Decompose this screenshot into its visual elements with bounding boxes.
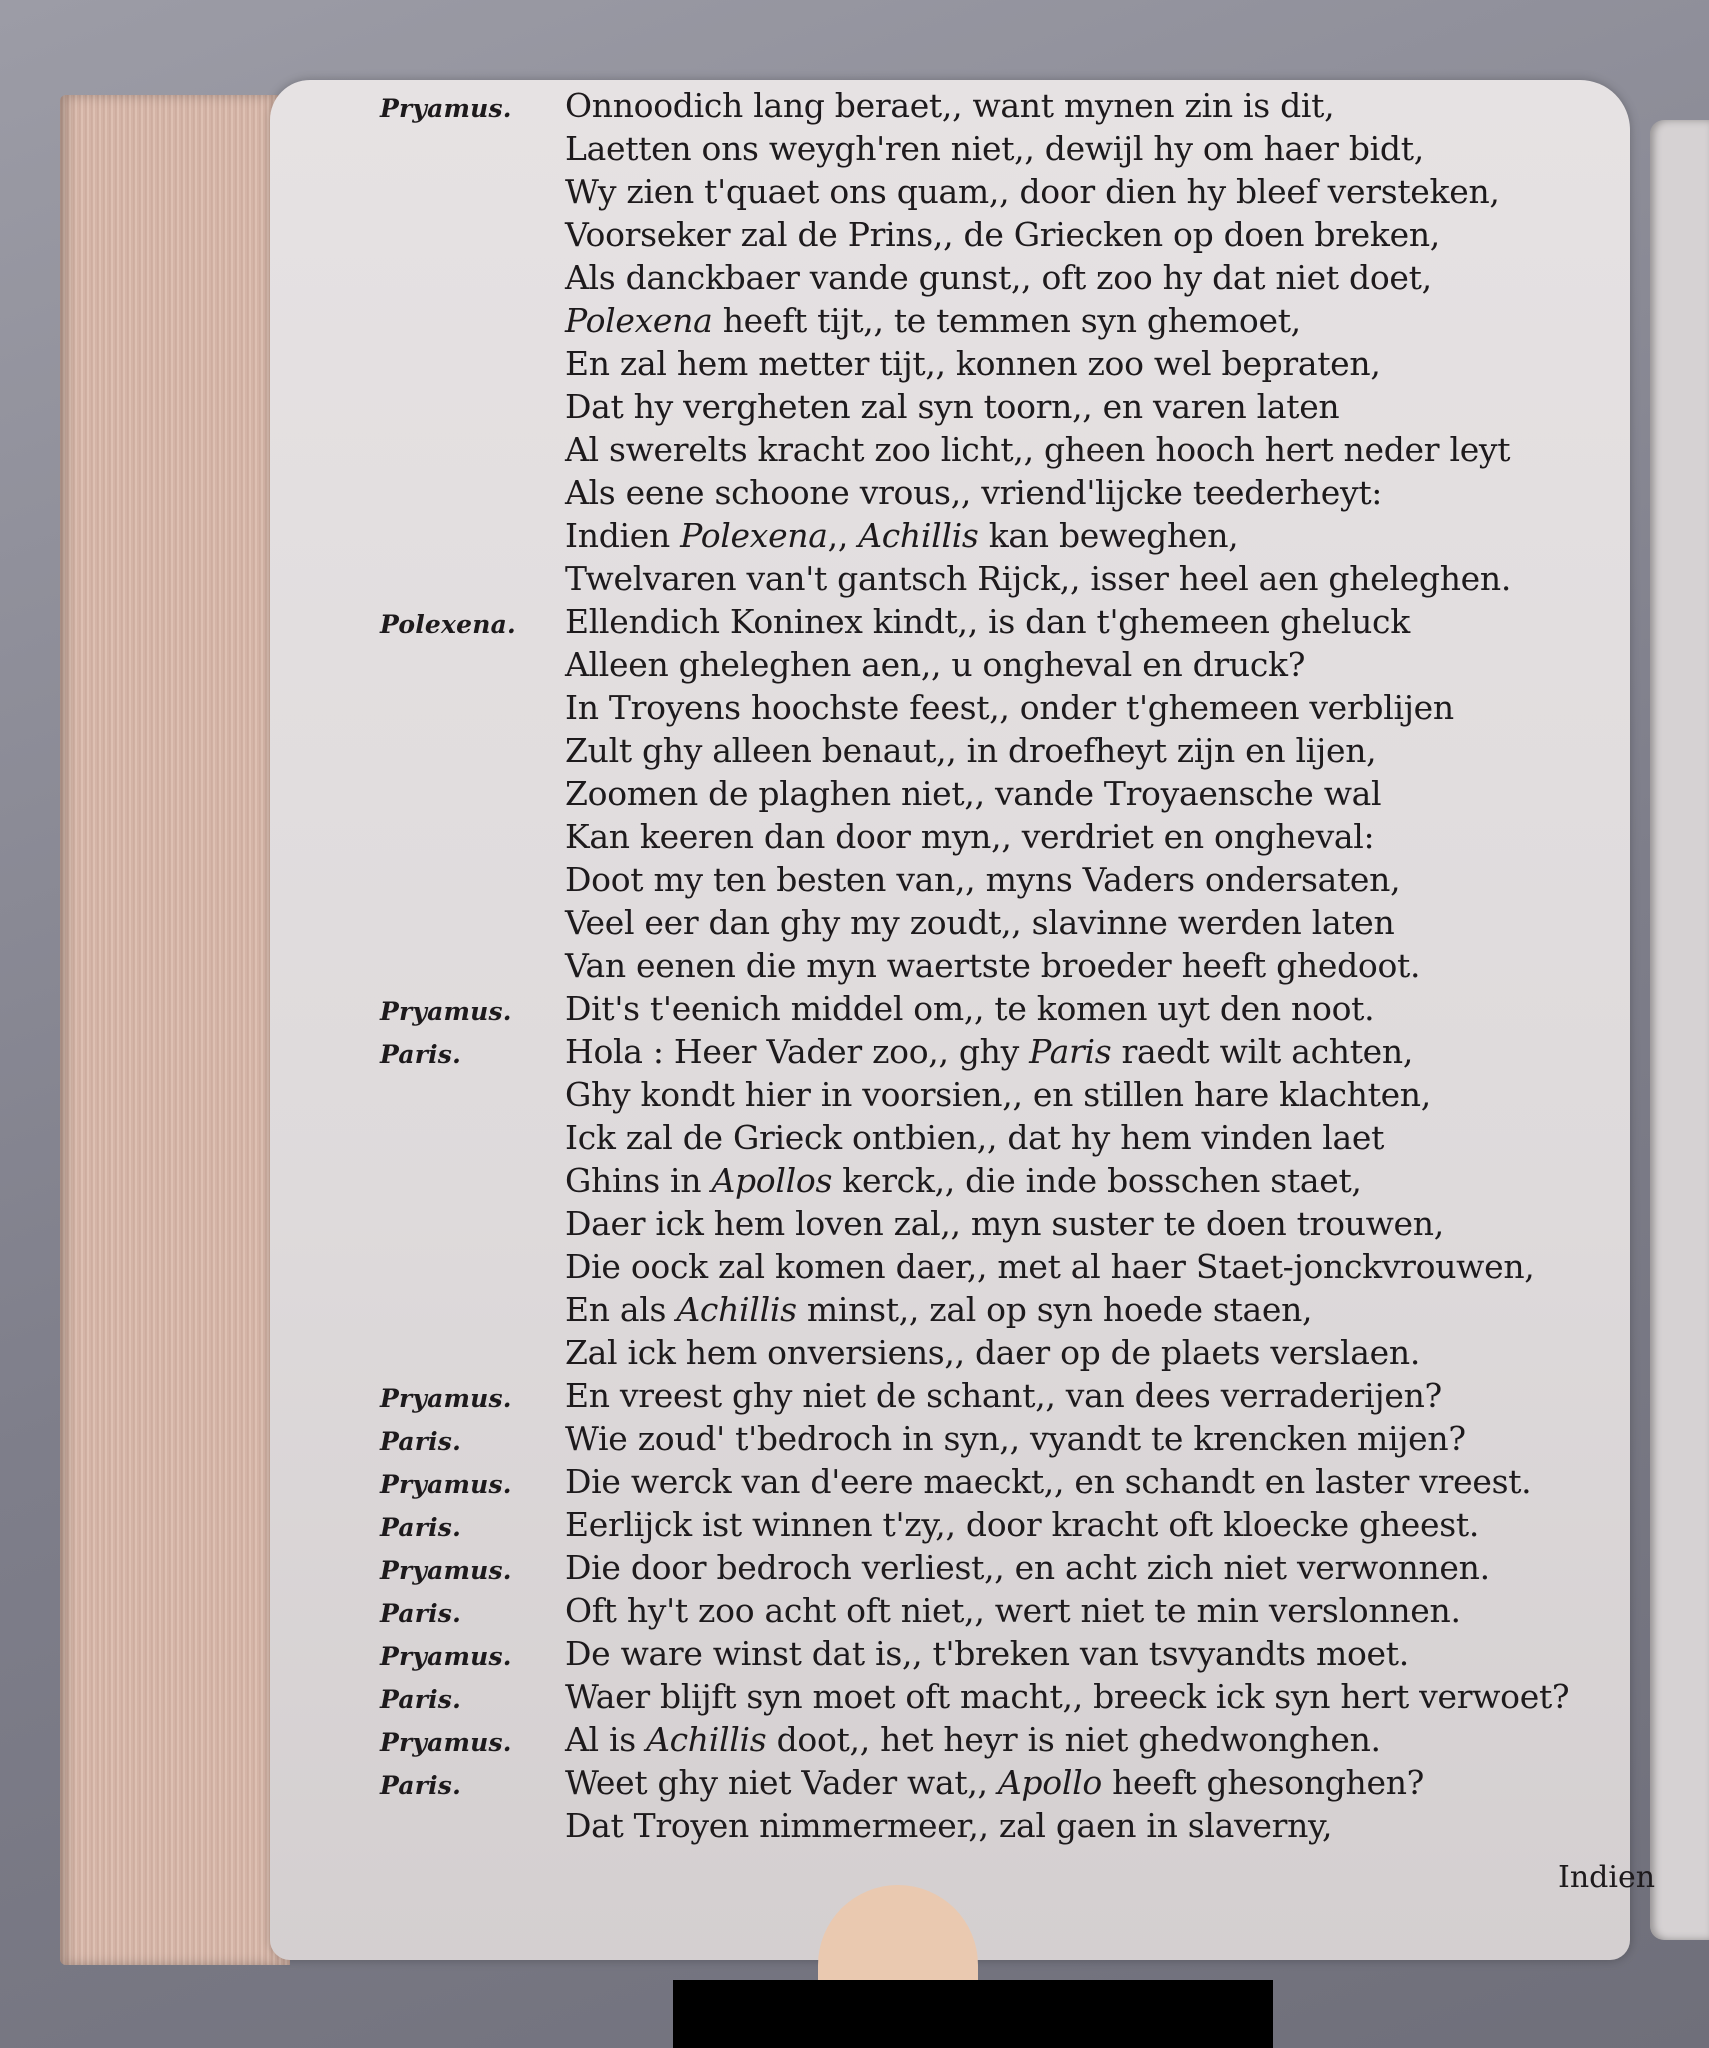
verse-segment: Kan keeren dan door myn,, verdriet en ongheval: — [565, 817, 1375, 856]
verse-segment: De ware winst dat is,, t'breken van tsvyandts moet. — [565, 1634, 1409, 1673]
verse-line — [380, 1032, 1640, 1075]
verse-text — [565, 1806, 1332, 1845]
verse-segment: Zoomen de plaghen niet,, vande Troyaensche wal — [565, 774, 1382, 813]
speaker-label: Pryamus. — [380, 1728, 512, 1757]
italic-name: Achillis — [646, 1720, 767, 1759]
facing-page-edge — [1650, 120, 1709, 1940]
italic-name: Polexena — [680, 516, 828, 555]
verse-text — [565, 172, 1500, 211]
verse-segment: Wy zien t'quaet ons quam,, door dien hy bleef versteken, — [565, 172, 1500, 211]
verse-text — [565, 903, 1394, 942]
verse-line — [380, 172, 1640, 215]
verse-line — [380, 1419, 1640, 1462]
verse-line — [380, 602, 1640, 645]
verse-line — [380, 258, 1640, 301]
verse-segment: kan beweghen, — [978, 516, 1239, 555]
verse-text — [565, 516, 1238, 555]
verse-text — [565, 860, 1400, 899]
verse-line — [380, 473, 1640, 516]
verse-segment: Dit's t'eenich middel om,, te komen uyt den noot. — [565, 989, 1375, 1028]
catchword: Indien — [1558, 1860, 1656, 1895]
verse-text — [565, 1720, 1381, 1759]
italic-name: Achillis — [676, 1290, 797, 1329]
speaker-label: Paris. — [380, 1040, 461, 1069]
verse-text — [565, 1290, 1312, 1329]
verse-text — [565, 1462, 1531, 1501]
play-text — [380, 86, 1640, 1849]
verse-line — [380, 903, 1640, 946]
verse-segment: Die werck van d'eere maeckt,, en schandt en laster vreest. — [565, 1462, 1532, 1501]
speaker-label: Paris. — [380, 1771, 461, 1800]
verse-line — [380, 946, 1640, 989]
black-bar — [673, 1980, 1273, 2048]
verse-line — [380, 1204, 1640, 1247]
verse-text — [565, 1419, 1466, 1458]
verse-segment: Oft hy't zoo acht oft niet,, wert niet te min verslonnen. — [565, 1591, 1461, 1630]
speaker-label: Paris. — [380, 1685, 461, 1714]
verse-segment: ,, — [827, 516, 859, 555]
verse-segment: In Troyens hoochste feest,, onder t'ghemeen verblijen — [565, 688, 1454, 727]
verse-segment: Doot my ten besten van,, myns Vaders ondersaten, — [565, 860, 1401, 899]
verse-segment: Twelvaren van't gantsch Rijck,, isser heel aen gheleghen. — [565, 559, 1512, 598]
verse-line — [380, 1548, 1640, 1591]
verse-segment: heeft tijt,, te temmen syn ghemoet, — [712, 301, 1301, 340]
verse-line — [380, 86, 1640, 129]
speaker-label: Paris. — [380, 1427, 461, 1456]
verse-line — [380, 1376, 1640, 1419]
verse-text — [565, 774, 1381, 813]
verse-text — [565, 215, 1440, 254]
verse-text — [565, 258, 1432, 297]
verse-segment: doot,, het heyr is niet ghedwonghen. — [766, 1720, 1381, 1759]
verse-segment: Al swerelts kracht zoo licht,, gheen hooch hert neder leyt — [565, 430, 1511, 469]
book-page-edges — [60, 95, 290, 1965]
verse-text — [565, 1118, 1384, 1157]
verse-text — [565, 1247, 1535, 1286]
verse-line — [380, 1677, 1640, 1720]
verse-segment: kerck,, die inde bosschen staet, — [832, 1161, 1362, 1200]
verse-line — [380, 1290, 1640, 1333]
verse-text — [565, 387, 1339, 426]
verse-segment: Weet ghy niet Vader wat,, — [565, 1763, 998, 1802]
speaker-label: Pryamus. — [380, 1556, 512, 1585]
verse-text — [565, 1075, 1431, 1114]
verse-text — [565, 344, 1381, 383]
verse-text — [565, 1204, 1444, 1243]
verse-segment: Ghins in — [565, 1161, 712, 1200]
speaker-label: Pryamus. — [380, 1470, 512, 1499]
verse-segment: En als — [565, 1290, 677, 1329]
verse-line — [380, 1505, 1640, 1548]
verse-segment: raedt wilt achten, — [1111, 1032, 1414, 1071]
verse-text — [565, 129, 1424, 168]
verse-text — [565, 1032, 1413, 1071]
verse-segment: Alleen gheleghen aen,, u ongheval en druck? — [565, 645, 1306, 684]
italic-name: Paris — [1029, 1032, 1112, 1071]
verse-line — [380, 387, 1640, 430]
verse-text — [565, 731, 1376, 770]
verse-segment: heeft ghesonghen? — [1101, 1763, 1425, 1802]
verse-line — [380, 1720, 1640, 1763]
verse-segment: En vreest ghy niet de schant,, van dees verraderijen? — [565, 1376, 1442, 1415]
speaker-label: Pryamus. — [380, 94, 512, 123]
verse-segment: Zult ghy alleen benaut,, in droefheyt zijn en lijen, — [565, 731, 1377, 770]
verse-line — [380, 129, 1640, 172]
verse-segment: Die door bedroch verliest,, en acht zich niet verwonnen. — [565, 1548, 1490, 1587]
verse-text — [565, 1333, 1420, 1372]
verse-text — [565, 1763, 1424, 1802]
verse-line — [380, 1161, 1640, 1204]
verse-segment: Ghy kondt hier in voorsien,, en stillen hare klachten, — [565, 1075, 1431, 1114]
verse-line — [380, 1462, 1640, 1505]
verse-segment: Dat hy vergheten zal syn toorn,, en varen laten — [565, 387, 1340, 426]
verse-text — [565, 430, 1510, 469]
verse-text — [565, 688, 1454, 727]
verse-line — [380, 516, 1640, 559]
verse-segment: Eerlijck ist winnen t'zy,, door kracht oft kloecke gheest. — [565, 1505, 1480, 1544]
verse-text — [565, 86, 1334, 125]
verse-text — [565, 946, 1420, 985]
italic-name: Apollos — [711, 1161, 833, 1200]
verse-text — [565, 989, 1374, 1028]
verse-line — [380, 559, 1640, 602]
speaker-label: Pryamus. — [380, 1384, 512, 1413]
italic-name: Polexena — [565, 301, 713, 340]
verse-line — [380, 344, 1640, 387]
verse-text — [565, 301, 1301, 340]
verse-line — [380, 731, 1640, 774]
verse-segment: Al is — [565, 1720, 647, 1759]
verse-text — [565, 602, 1410, 641]
verse-segment: Als danckbaer vande gunst,, oft zoo hy dat niet doet, — [565, 258, 1432, 297]
verse-segment: En zal hem metter tijt,, konnen zoo wel bepraten, — [565, 344, 1381, 383]
speaker-label: Pryamus. — [380, 1642, 512, 1671]
verse-segment: Zal ick hem onversiens,, daer op de plaets verslaen. — [565, 1333, 1421, 1372]
verse-line — [380, 301, 1640, 344]
verse-text — [565, 1548, 1490, 1587]
verse-text — [565, 559, 1511, 598]
verse-text — [565, 1161, 1362, 1200]
verse-segment: Hola : Heer Vader zoo,, ghy — [565, 1032, 1030, 1071]
verse-line — [380, 817, 1640, 860]
verse-line — [380, 774, 1640, 817]
verse-line — [380, 1763, 1640, 1806]
verse-line — [380, 1118, 1640, 1161]
verse-line — [380, 1806, 1640, 1849]
verse-segment: Van eenen die myn waertste broeder heeft ghedoot. — [565, 946, 1421, 985]
verse-segment: Onnoodich lang beraet,, want mynen zin is dit, — [565, 86, 1335, 125]
verse-segment: Waer blijft syn moet oft macht,, breeck ick syn hert verwoet? — [565, 1677, 1570, 1716]
verse-segment: Als eene schoone vrous,, vriend'lijcke teederheyt: — [565, 473, 1383, 512]
speaker-label: Pryamus. — [380, 997, 512, 1026]
verse-segment: minst,, zal op syn hoede staen, — [796, 1290, 1313, 1329]
italic-name: Achillis — [858, 516, 979, 555]
verse-text — [565, 1677, 1569, 1716]
verse-segment: Voorseker zal de Prins,, de Griecken op doen breken, — [565, 215, 1440, 254]
verse-text — [565, 473, 1382, 512]
verse-line — [380, 1591, 1640, 1634]
verse-segment: Die oock zal komen daer,, met al haer Staet-jonckvrouwen, — [565, 1247, 1535, 1286]
verse-text — [565, 1505, 1479, 1544]
verse-text — [565, 1634, 1409, 1673]
verse-segment: Veel eer dan ghy my zoudt,, slavinne werden laten — [565, 903, 1395, 942]
verse-text — [565, 645, 1305, 684]
verse-segment: Laetten ons weygh'ren niet,, dewijl hy om haer bidt, — [565, 129, 1424, 168]
italic-name: Apollo — [997, 1763, 1102, 1802]
verse-line — [380, 215, 1640, 258]
verse-line — [380, 645, 1640, 688]
verse-segment: Ick zal de Grieck ontbien,, dat hy hem vinden laet — [565, 1118, 1385, 1157]
verse-text — [565, 817, 1374, 856]
verse-line — [380, 1634, 1640, 1677]
verse-line — [380, 860, 1640, 903]
verse-line — [380, 1247, 1640, 1290]
speaker-label: Paris. — [380, 1513, 461, 1542]
verse-segment: Daer ick hem loven zal,, myn suster te doen trouwen, — [565, 1204, 1444, 1243]
verse-text — [565, 1591, 1461, 1630]
verse-line — [380, 1075, 1640, 1118]
verse-segment: Dat Troyen nimmermeer,, zal gaen in slaverny, — [565, 1806, 1333, 1845]
speaker-label: Paris. — [380, 1599, 461, 1628]
verse-segment: Ellendich Koninex kindt,, is dan t'ghemeen gheluck — [565, 602, 1410, 641]
verse-line — [380, 430, 1640, 473]
verse-line — [380, 1333, 1640, 1376]
verse-line — [380, 688, 1640, 731]
verse-segment: Indien — [565, 516, 681, 555]
verse-text — [565, 1376, 1442, 1415]
verse-segment: Wie zoud' t'bedroch in syn,, vyandt te krencken mijen? — [565, 1419, 1466, 1458]
speaker-label: Polexena. — [380, 610, 516, 639]
verse-line — [380, 989, 1640, 1032]
